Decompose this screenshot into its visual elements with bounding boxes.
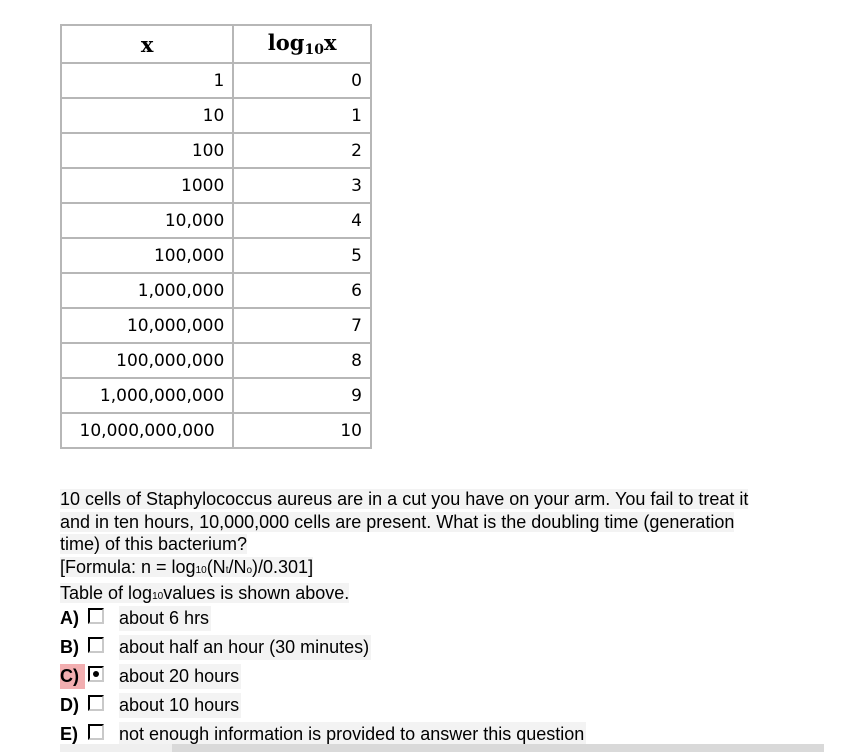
table-row: [61, 413, 371, 448]
table-row: [61, 168, 371, 203]
cell-log: 6: [233, 273, 371, 308]
table-note: [60, 583, 349, 603]
answer-text[interactable]: about 10 hours: [119, 693, 241, 718]
note-sub: 10: [152, 591, 164, 602]
cell-log: 7: [233, 308, 371, 343]
cell-log: 8: [233, 343, 371, 378]
answer-text[interactable]: not enough information is provided to answer this question: [119, 722, 586, 747]
question-line-2: and in ten hours, 10,000,000 cells are present. What is the doubling time (generation: [60, 511, 735, 532]
answer-option-d[interactable]: [60, 693, 840, 722]
question-line-3: time) of this bacterium?: [60, 534, 248, 554]
formula-sub-3: o: [246, 564, 253, 576]
header-log-var: x: [323, 30, 337, 55]
answer-text[interactable]: about half an hour (30 minutes): [119, 635, 371, 660]
answer-list: [60, 606, 840, 751]
cell-x: 1,000,000,000: [61, 378, 233, 413]
cell-x: 100: [61, 133, 233, 168]
header-log-base: log: [267, 30, 305, 55]
answer-option-b[interactable]: [60, 635, 840, 664]
cell-log: 5: [233, 238, 371, 273]
header-log-sub: 10: [304, 42, 324, 58]
header-x: x: [61, 25, 233, 63]
table-row: [61, 238, 371, 273]
answer-option-a[interactable]: [60, 606, 840, 635]
radio-button[interactable]: [88, 724, 104, 740]
answer-letter: D): [60, 695, 79, 715]
cell-x: 1: [61, 63, 233, 98]
cell-x: 1,000,000: [61, 273, 233, 308]
table-row: [61, 98, 371, 133]
table-row: [61, 63, 371, 98]
cell-x: 10,000,000,000: [61, 413, 233, 448]
table-row: [61, 308, 371, 343]
formula-part-c: /N: [228, 556, 247, 577]
radio-button[interactable]: [88, 608, 104, 624]
table-row: [61, 343, 371, 378]
formula-part-a: [Formula: n = log: [60, 556, 196, 577]
answer-letter-selected: C): [60, 664, 85, 689]
table-row: [61, 133, 371, 168]
next-section-bar: [60, 744, 824, 752]
radio-button[interactable]: [88, 695, 104, 711]
cell-x: 100,000: [61, 238, 233, 273]
radio-button[interactable]: [88, 637, 104, 653]
table-row: [61, 378, 371, 413]
answer-letter: E): [60, 724, 78, 744]
formula-part-b: (N: [206, 556, 226, 577]
header-log10x: [233, 25, 371, 63]
cell-log: 3: [233, 168, 371, 203]
table-row: [61, 203, 371, 238]
next-section-tab: [60, 744, 172, 752]
radio-button-checked[interactable]: [88, 666, 104, 682]
cell-x: 10,000: [61, 203, 233, 238]
note-part-a: Table of log: [60, 583, 153, 603]
formula-line: [60, 557, 313, 577]
log-table: [60, 24, 372, 449]
note-part-b: values is shown above.: [163, 583, 350, 603]
cell-log: 10: [233, 413, 371, 448]
cell-x: 100,000,000: [61, 343, 233, 378]
answer-text[interactable]: about 20 hours: [119, 664, 241, 689]
cell-log: 0: [233, 63, 371, 98]
question-line-1: 10 cells of Staphylococcus aureus are in a cut you have on your arm. You fail to treat it: [60, 489, 749, 509]
answer-text[interactable]: about 6 hrs: [119, 606, 211, 631]
cell-log: 2: [233, 133, 371, 168]
formula-sub-1: 10: [195, 564, 207, 576]
formula-part-d: )/0.301]: [252, 556, 314, 577]
answer-letter: A): [60, 608, 79, 628]
table-row: [61, 273, 371, 308]
formula-sub-2: t: [225, 564, 229, 576]
cell-x: 1000: [61, 168, 233, 203]
cell-log: 1: [233, 98, 371, 133]
cell-x: 10,000,000: [61, 308, 233, 343]
cell-x: 10: [61, 98, 233, 133]
cell-log: 9: [233, 378, 371, 413]
answer-option-c[interactable]: [60, 664, 840, 693]
answer-letter: B): [60, 637, 79, 657]
question-text: [60, 488, 820, 609]
table-header-row: [61, 25, 371, 63]
cell-log: 4: [233, 203, 371, 238]
